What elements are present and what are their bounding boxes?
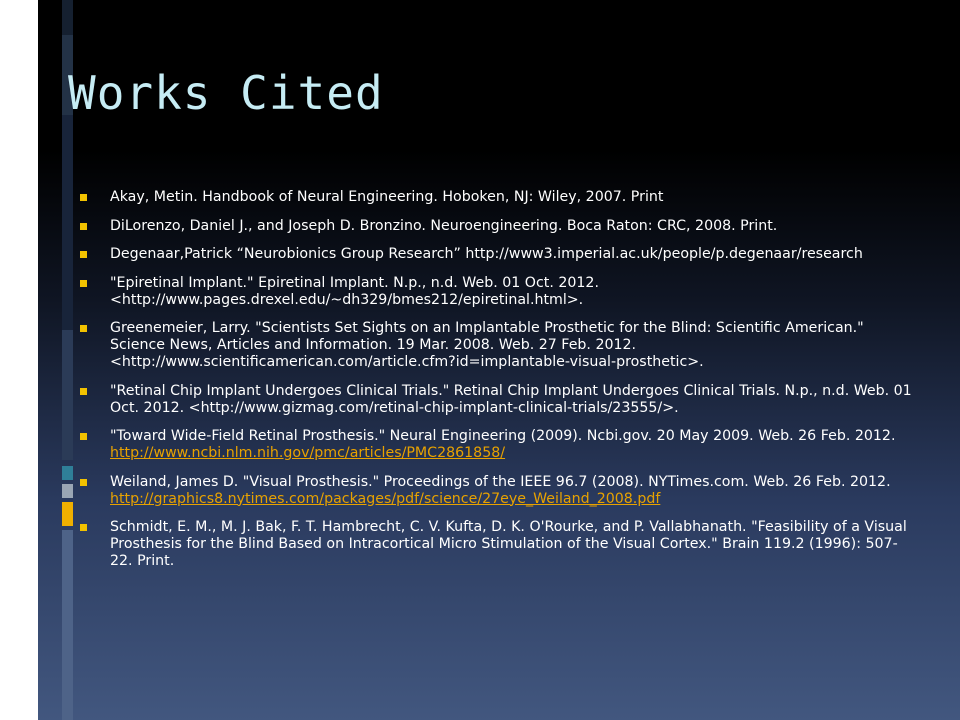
citation-text: Degenaar,Patrick “Neurobionics Group Research” http://www3.imperial.ac.uk/people/p.degenaar/research <box>110 246 863 262</box>
citation-text: "Retinal Chip Implant Undergoes Clinical Trials." Retinal Chip Implant Undergoes Clinical Trials. N.p., n.d. Web. 01 Oct. 2012. <http://www.gizmag.com/retinal-chip-implant-clinical-trials/23555/>. <box>110 382 912 416</box>
decor-block <box>62 502 73 526</box>
decor-block <box>62 466 73 480</box>
citation-text: Weiland, James D. "Visual Prosthesis." Proceedings of the IEEE 96.7 (2008). NYTimes.com. Web. 26 Feb. 2012. <box>110 473 891 490</box>
citation-item <box>80 189 915 206</box>
decor-block <box>62 115 73 330</box>
decor-block <box>62 0 73 35</box>
decor-block <box>62 484 73 498</box>
square-bullet-icon <box>80 223 87 230</box>
citation-text: Greenemeier, Larry. "Scientists Set Sights on an Implantable Prosthetic for the Blind: Scientific American." Science News, Articles and Information. 19 Mar. 2008. Web. 27 Feb. 2012. <http://www.scientificamerican.com/article.cfm?id=implantable-visual-prosthetic>. <box>110 320 864 370</box>
square-bullet-icon <box>80 433 87 440</box>
decor-block <box>62 330 73 460</box>
square-bullet-icon <box>80 524 87 531</box>
citation-item <box>80 383 915 417</box>
square-bullet-icon <box>80 194 87 201</box>
citation-link[interactable]: http://graphics8.nytimes.com/packages/pdf/science/27eye_Weiland_2008.pdf <box>110 490 661 507</box>
citation-text: "Epiretinal Implant." Epiretinal Implant. N.p., n.d. Web. 01 Oct. 2012. <http://www.pages.drexel.edu/~dh329/bmes212/epiretinal.html>. <box>110 274 599 308</box>
citation-item <box>80 218 915 235</box>
square-bullet-icon <box>80 251 87 258</box>
square-bullet-icon <box>80 280 87 287</box>
citation-text: "Toward Wide-Field Retinal Prosthesis." Neural Engineering (2009). Ncbi.gov. 20 May 2009. Web. 26 Feb. 2012. <box>110 428 896 444</box>
citation-item <box>80 519 915 570</box>
citation-text: DiLorenzo, Daniel J., and Joseph D. Bronzino. Neuroengineering. Boca Raton: CRC, 2008. Print. <box>110 217 778 234</box>
left-margin-strip <box>0 0 38 720</box>
works-cited-list <box>80 189 915 582</box>
citation-item <box>80 275 915 309</box>
citation-item <box>80 320 915 371</box>
decor-block <box>62 530 73 720</box>
citation-item <box>80 474 915 508</box>
slide-title: Works Cited <box>68 66 384 120</box>
square-bullet-icon <box>80 388 87 395</box>
square-bullet-icon <box>80 479 87 486</box>
citation-text: Schmidt, E. M., M. J. Bak, F. T. Hambrecht, C. V. Kufta, D. K. O'Rourke, and P. Vallabhanath. "Feasibility of a Visual Prosthesis for the Blind Based on Intracortical Micro Stimulation of the Visual Cortex." Brain 119.2 (1996): 507-22. Print. <box>110 519 907 569</box>
citation-item <box>80 246 915 263</box>
citation-link[interactable]: http://www.ncbi.nlm.nih.gov/pmc/articles/PMC2861858/ <box>110 445 506 461</box>
citation-item <box>80 428 915 462</box>
citation-text: Akay, Metin. Handbook of Neural Engineering. Hoboken, NJ: Wiley, 2007. Print <box>110 189 664 205</box>
square-bullet-icon <box>80 325 87 332</box>
